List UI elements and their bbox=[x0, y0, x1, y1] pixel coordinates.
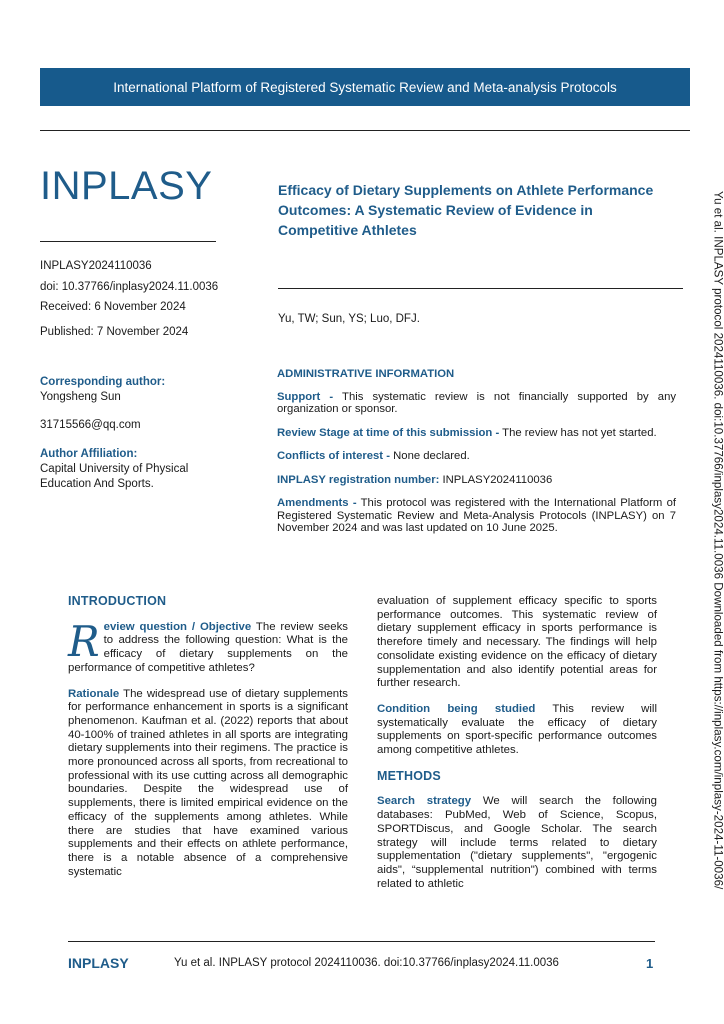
condition-label: Condition being studied bbox=[377, 702, 536, 715]
administrative-information bbox=[277, 368, 676, 546]
support-statement bbox=[277, 391, 676, 416]
review-stage-statement bbox=[277, 427, 676, 440]
review-stage-text: The review has not yet started. bbox=[499, 426, 657, 439]
paper-title: Efficacy of Dietary Supplements on Athlete Performance Outcomes: A Systematic Review of Evidence in Competitive Athletes bbox=[278, 182, 654, 238]
page-number: 1 bbox=[646, 956, 654, 971]
rationale-text: The widespread use of dietary supplements for performance enhancement in sports is a significant phenomenon. Kaufman et al. (2022) reports that about 40-100% of trained athletes in all sports are integrating dietary supplements into their regimens. The practice is more pronounced across all sports, from recreational to professional with its use cutting across all demographic boundaries. Despite the widespread use of supplements, there is limited empirical evidence on the efficacy of the supplements among athletes. While there are studies that have examined various supplements and their effects on athlete performance, there is a notable absence of a comprehensive systematic bbox=[68, 687, 348, 878]
review-question-text: The review seeks to address the following question: What is the efficacy of dietary supplements on the performance of competitive athletes? bbox=[68, 620, 348, 674]
footer-citation: Yu et al. INPLASY protocol 2024110036. doi:10.37766/inplasy2024.11.0036 bbox=[174, 957, 559, 969]
protocol-id: INPLASY2024110036 bbox=[40, 260, 152, 272]
corresponding-author-label: Corresponding author: bbox=[40, 376, 166, 388]
amendments-label: Amendments - bbox=[277, 497, 357, 509]
admin-heading: ADMINISTRATIVE INFORMATION bbox=[277, 368, 455, 380]
footer-divider bbox=[68, 941, 655, 942]
conflicts-statement bbox=[277, 450, 676, 463]
rationale-paragraph bbox=[68, 688, 348, 880]
download-side-note bbox=[711, 160, 724, 920]
registration-number-text: INPLASY2024110036 bbox=[439, 473, 553, 486]
title-divider bbox=[278, 288, 683, 289]
brand-divider bbox=[40, 241, 216, 242]
condition-text: This review will systematically evaluate the efficacy of dietary supplements on sport-specific performance outcomes among competitive athletes. bbox=[377, 702, 657, 757]
received-date: Received: 6 November 2024 bbox=[40, 301, 186, 313]
affiliation-line-1: Capital University of Physical bbox=[40, 463, 189, 475]
conflicts-text: None declared. bbox=[389, 450, 470, 462]
header-divider bbox=[40, 130, 690, 131]
affiliation-label: Author Affiliation: bbox=[40, 448, 138, 460]
doi-link[interactable]: doi: 10.37766/inplasy2024.11.0036 bbox=[40, 281, 219, 293]
published-date: Published: 7 November 2024 bbox=[40, 326, 189, 338]
review-question-label: eview question / Objective bbox=[103, 620, 252, 633]
search-strategy-paragraph bbox=[377, 795, 657, 891]
author-list: Yu, TW; Sun, YS; Luo, DFJ. bbox=[278, 313, 420, 325]
conflicts-label: Conflicts of interest - bbox=[277, 450, 390, 462]
amendments-text: This protocol was registered with the International Platform of Registered Systematic Review and Meta-Analysis Protocols (INPLASY) on 7 November 2024 and was last updated on 10 June 2025. bbox=[277, 497, 676, 534]
footer-brand: INPLASY bbox=[68, 955, 129, 971]
support-text: This systematic review is not financially supported by any organization or sponsor. bbox=[277, 390, 676, 415]
drop-cap: R bbox=[68, 616, 100, 666]
support-label: Support - bbox=[277, 390, 334, 403]
body-column-right bbox=[377, 595, 657, 903]
search-strategy-text: We will search the following databases: PubMed, Web of Science, Scopus, SPORTDiscus, and Google Scholar. The search strategy will include terms related to dietary supplementation ("dietary supplements", "ergogenic aids", “supplemental nutrition") combined with terms related to athletic bbox=[377, 795, 657, 890]
introduction-heading: INTRODUCTION bbox=[68, 594, 167, 608]
registration-number-statement bbox=[277, 474, 676, 487]
affiliation-line-2: Education And Sports. bbox=[40, 478, 154, 490]
download-side-note-text: Yu et al. INPLASY protocol 2024110036. doi:10.37766/inplasy2024.11.0036 Downloaded from https://inplasy.com/inplasy-2024-11-0036/ bbox=[711, 190, 724, 890]
corresponding-author-name: Yongsheng Sun bbox=[40, 391, 121, 403]
rationale-continued: evaluation of supplement efficacy specific to sports performance outcomes. This systematic review of dietary supplement efficacy in sports performance is therefore timely and necessary. The findings will help consolidate existing evidence on the efficacy of dietary supplementation and also identify potential areas for further research. bbox=[377, 595, 657, 690]
registration-number-label: INPLASY registration number: bbox=[277, 473, 440, 486]
body-column-left bbox=[68, 595, 348, 891]
methods-heading: METHODS bbox=[377, 768, 441, 783]
amendments-statement bbox=[277, 497, 676, 535]
condition-paragraph bbox=[377, 703, 657, 758]
author-email[interactable]: 31715566@qq.com bbox=[40, 419, 141, 431]
search-strategy-label: Search strategy bbox=[377, 795, 472, 808]
rationale-label: Rationale bbox=[68, 687, 120, 700]
banner-text: International Platform of Registered Systematic Review and Meta-analysis Protocols bbox=[113, 79, 617, 95]
review-stage-label: Review Stage at time of this submission - bbox=[277, 426, 500, 439]
inplasy-logo: INPLASY bbox=[40, 164, 213, 208]
header-banner bbox=[40, 68, 690, 106]
review-question-paragraph bbox=[68, 616, 348, 676]
